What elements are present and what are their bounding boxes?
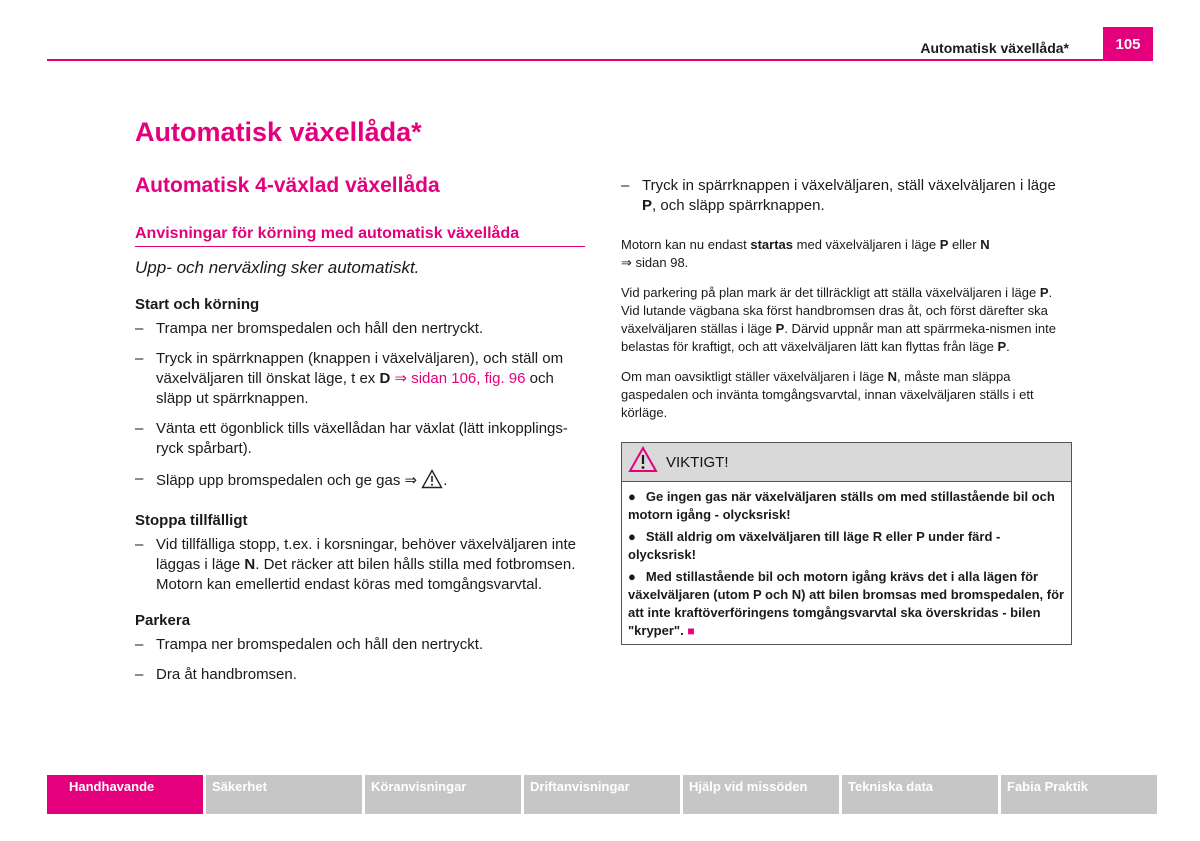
left-column — [135, 114, 585, 685]
right-column — [621, 176, 1071, 645]
nav-tab-koranvisningar[interactable]: Köranvisningar — [365, 775, 521, 814]
dash-marker: – — [135, 320, 144, 337]
period: . — [443, 472, 448, 489]
gear-label: P — [775, 321, 785, 336]
gear-label: P — [1039, 285, 1049, 300]
list-item — [135, 635, 585, 655]
warning-item-text: Ställ aldrig om växelväljaren till läge R eller P under färd - olycksrisk! — [628, 529, 1001, 562]
arrow-symbol: ⇒ — [404, 472, 418, 489]
gear-label: P — [939, 237, 949, 252]
dash-marker: – — [135, 470, 144, 487]
stop-heading: Stoppa tillfälligt — [135, 512, 248, 529]
list-item — [135, 469, 585, 495]
step-text — [156, 469, 585, 495]
nav-tab-hjalp-vid-missoden[interactable]: Hjälp vid missöden — [683, 775, 839, 814]
step-text: Dra åt handbromsen. — [156, 666, 297, 683]
text-part: , måste man släppa gaspedalen och invänta tomgångsvarvtal, innan växelväljaren ställs i ett körläge. — [621, 369, 1034, 420]
bold-term: startas — [750, 237, 794, 252]
warning-item-text: Med stillastående bil och motorn igång krävs det i alla lägen för växelväljaren (utom P och N) att bilen bromsas med bromspedalen, för att inte kraftöverföringens tomgångsvarvtal ska överskridas - bilen "kryper". — [628, 569, 1065, 638]
gear-label: N — [244, 556, 256, 573]
paragraph — [621, 368, 1071, 422]
warning-triangle-icon — [628, 446, 658, 478]
gear-label: P — [642, 197, 653, 214]
intro-text: Upp- och nerväxling sker automatiskt. — [135, 258, 420, 277]
step-text-part: Vid tillfälliga stopp, t.ex. i korsningar, behöver växelväljaren inte läggas i läge — [156, 536, 576, 573]
text-part: . — [1006, 339, 1010, 354]
step-text-part: Släpp upp bromspedalen och ge gas — [156, 472, 401, 489]
warning-header — [622, 443, 1071, 482]
bullet-icon: ● — [628, 569, 636, 584]
warning-item — [628, 568, 1065, 640]
chapter-title: Automatisk växellåda* — [135, 117, 422, 147]
list-item — [135, 419, 585, 459]
start-heading: Start och körning — [135, 296, 260, 313]
dash-marker: – — [135, 350, 144, 367]
step-text-part: och släpp ut spärrknappen. — [156, 370, 554, 407]
warning-label: VIKTIGT! — [666, 453, 729, 471]
header-rule — [47, 59, 1153, 61]
step-text — [642, 176, 1071, 216]
page-reference-link[interactable] — [394, 370, 525, 387]
step-text-part: , och släpp spärrknappen. — [652, 197, 825, 214]
page-number-badge: 105 — [1103, 27, 1153, 61]
nav-tab-driftanvisningar[interactable]: Driftanvisningar — [524, 775, 680, 814]
warning-body — [622, 482, 1071, 644]
step-text — [156, 349, 585, 409]
end-mark-icon: ■ — [687, 624, 695, 638]
dash-marker: – — [621, 177, 630, 194]
dash-marker: – — [135, 536, 144, 553]
text-part: Om man oavsiktligt ställer växelväljaren i läge — [621, 369, 884, 384]
dash-marker: – — [135, 666, 144, 683]
step-text-part: Tryck in spärrknappen i växelväljaren, ställ växelväljaren i läge — [642, 177, 1056, 194]
text-part: med växelväljaren i läge — [796, 237, 937, 252]
paragraph — [621, 236, 1071, 272]
list-item — [135, 319, 585, 339]
gear-label: P — [997, 339, 1007, 354]
nav-tab-handhavande[interactable]: Handhavande — [47, 775, 203, 814]
dash-marker: – — [135, 420, 144, 437]
park-heading: Parkera — [135, 612, 191, 629]
bullet-icon: ● — [628, 529, 636, 544]
warning-item-text: Ge ingen gas när växelväljaren ställs om med stillastående bil och motorn igång - olycksrisk! — [628, 489, 1055, 522]
subsection-title: Anvisningar för körning med automatisk växellåda — [135, 224, 585, 247]
link-text: sidan 106, fig. 96 — [411, 370, 526, 387]
list-item — [135, 349, 585, 409]
running-header-title: Automatisk växellåda* — [920, 40, 1069, 56]
arrow-symbol: ⇒ — [394, 370, 408, 387]
step-text-part: Tryck in spärrknappen (knappen i växelväljaren), och ställ om växelväljaren till önskat läge, t ex — [156, 350, 564, 387]
list-item — [621, 176, 1071, 216]
text-part: . Vid lutande vägbana ska först handbromsen dras åt, och först därefter ska växelväljaren ställas i läge — [621, 285, 1053, 336]
paragraph — [621, 284, 1071, 356]
page-reference-link[interactable] — [621, 255, 688, 270]
step-text: Vänta ett ögonblick tills växellådan har växlat (lätt inkopplings-ryck spårbart). — [156, 420, 568, 457]
dash-marker: – — [135, 636, 144, 653]
warning-box — [621, 442, 1072, 645]
step-text-part: . Det räcker att bilen hålls stilla med fotbromsen. Motorn kan emellertid endast köras med tomgångsvarvtal. — [156, 556, 576, 593]
arrow-symbol: ⇒ — [621, 255, 632, 270]
list-item — [135, 535, 585, 595]
gear-label: D — [379, 370, 391, 387]
footer-navigation — [47, 775, 1157, 814]
step-text — [156, 535, 585, 595]
warning-item — [628, 488, 1065, 524]
gear-label: N — [980, 237, 990, 252]
nav-tab-tekniska-data[interactable]: Tekniska data — [842, 775, 998, 814]
warning-triangle-icon[interactable] — [421, 469, 443, 495]
warning-item — [628, 528, 1065, 564]
step-text: Trampa ner bromspedalen och håll den nertryckt. — [156, 636, 484, 653]
gear-label: N — [887, 369, 898, 384]
text-part: Motorn kan nu endast — [621, 237, 747, 252]
list-item — [135, 665, 585, 685]
bullet-icon: ● — [628, 489, 636, 504]
link-text: sidan 98. — [635, 255, 689, 270]
nav-tab-sakerhet[interactable]: Säkerhet — [206, 775, 362, 814]
text-part: eller — [952, 237, 977, 252]
text-part: Vid parkering på plan mark är det tillräckligt att ställa växelväljaren i läge — [621, 285, 1037, 300]
section-title: Automatisk 4-växlad växellåda — [135, 174, 440, 197]
text-part: . Därvid uppnår man att spärrmeka-nismen inte belastas för kraftigt, och att växelväljaren lätt kan flyttas från läge — [621, 321, 1057, 354]
step-text: Trampa ner bromspedalen och håll den nertryckt. — [156, 320, 484, 337]
nav-tab-fabia-praktik[interactable]: Fabia Praktik — [1001, 775, 1157, 814]
